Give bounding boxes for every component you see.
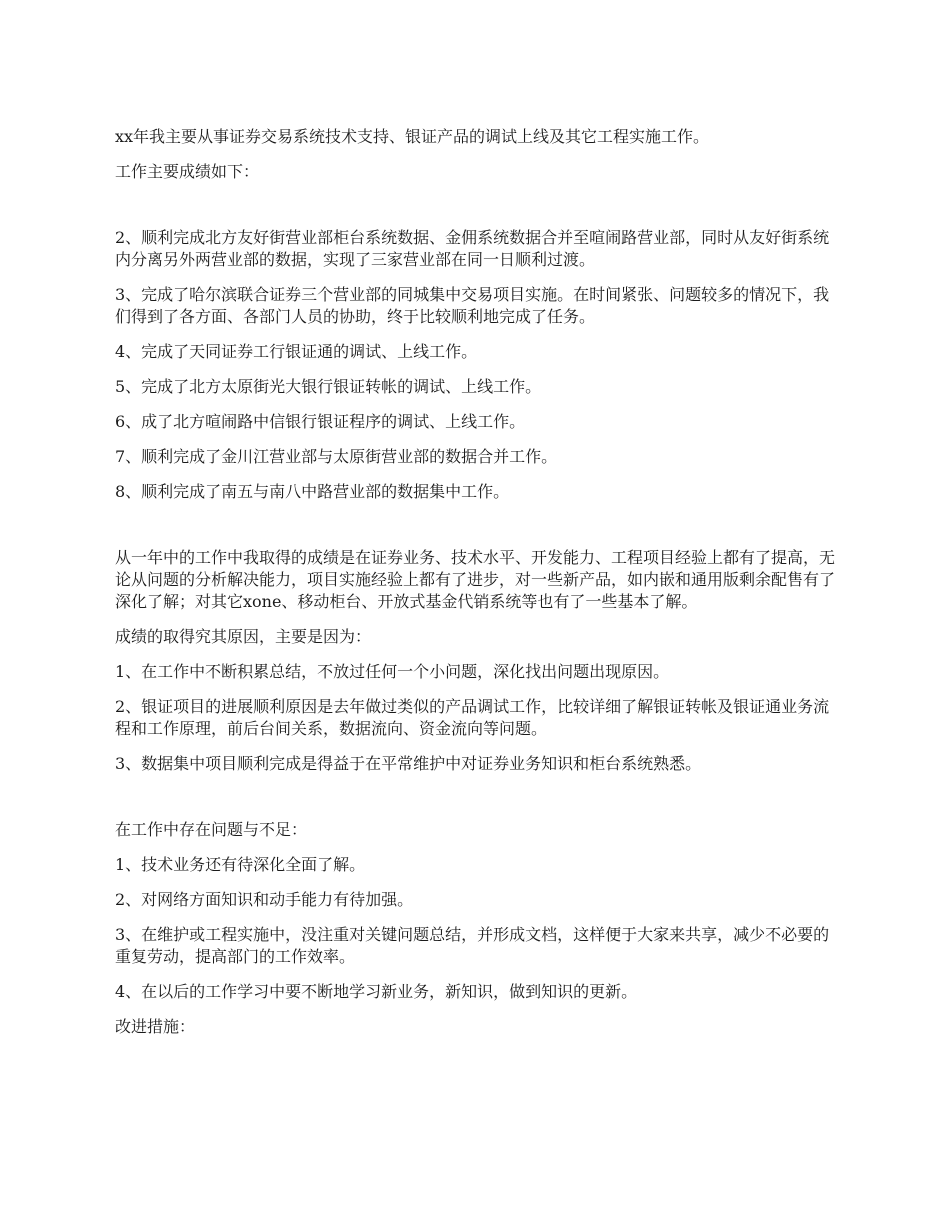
reason-item: 3、数据集中项目顺利完成是得益于在平常维护中对证券业务知识和柜台系统熟悉。: [115, 754, 702, 773]
intro-paragraph: xx年我主要从事证券交易系统技术支持、银证产品的调试上线及其它工程实施工作。: [115, 127, 710, 146]
spacer: [115, 788, 845, 819]
problem-item: 3、在维护或工程实施中，没注重对关键问题总结，并形成文档，这样便于大家来共享，减少不必要的重复劳动，提高部门的工作效率。: [115, 925, 830, 966]
achievement-item: 4、完成了天同证券工行银证通的调试、上线工作。: [115, 342, 478, 361]
problem-item: 1、技术业务还有待深化全面了解。: [115, 855, 366, 874]
improvements-heading: 改进措施：: [115, 1017, 196, 1036]
spacer: [115, 516, 845, 547]
achievement-item: 8、顺利完成了南五与南八中路营业部的数据集中工作。: [115, 482, 510, 501]
problem-item: 2、对网络方面知识和动手能力有待加强。: [115, 890, 414, 909]
achievement-item: 6、成了北方喧闹路中信银行银证程序的调试、上线工作。: [115, 412, 526, 431]
achievement-item: 3、完成了哈尔滨联合证券三个营业部的同城集中交易项目实施。在时间紧张、问题较多的情况下，我们得到了各方面、各部门人员的协助，终于比较顺利地完成了任务。: [115, 285, 830, 326]
achievements-heading: 工作主要成绩如下：: [115, 162, 260, 181]
achievement-item: 5、完成了北方太原街光大银行银证转帐的调试、上线工作。: [115, 377, 542, 396]
problems-heading: 在工作中存在问题与不足：: [115, 820, 308, 839]
reason-item: 2、银证项目的进展顺利原因是去年做过类似的产品调试工作，比较详细了解银证转帐及银证通业务流程和工作原理，前后台间关系，数据流向、资金流向等问题。: [115, 697, 830, 738]
reason-item: 1、在工作中不断积累总结，不放过任何一个小问题，深化找出问题出现原因。: [115, 662, 670, 681]
problem-item: 4、在以后的工作学习中要不断地学习新业务，新知识，做到知识的更新。: [115, 982, 638, 1001]
summary-paragraph: 从一年中的工作中我取得的成绩是在证券业务、技术水平、开发能力、工程项目经验上都有了提高，无论从问题的分析解决能力，项目实施经验上都有了进步，对一些新产品，如内嵌和通用版剩余配售有了深化了解；对其它xone、移动柜台、开放式基金代销系统等也有了一些基本了解。: [115, 548, 836, 611]
spacer: [115, 196, 845, 227]
achievement-item: 7、顺利完成了金川江营业部与太原街营业部的数据合并工作。: [115, 447, 558, 466]
reasons-heading: 成绩的取得究其原因，主要是因为：: [115, 627, 372, 646]
document-body: [115, 126, 845, 1051]
achievement-item: 2、顺利完成北方友好街营业部柜台系统数据、金佣系统数据合并至喧闹路营业部，同时从友好街系统内分离另外两营业部的数据，实现了三家营业部在同一日顺利过渡。: [115, 228, 830, 269]
